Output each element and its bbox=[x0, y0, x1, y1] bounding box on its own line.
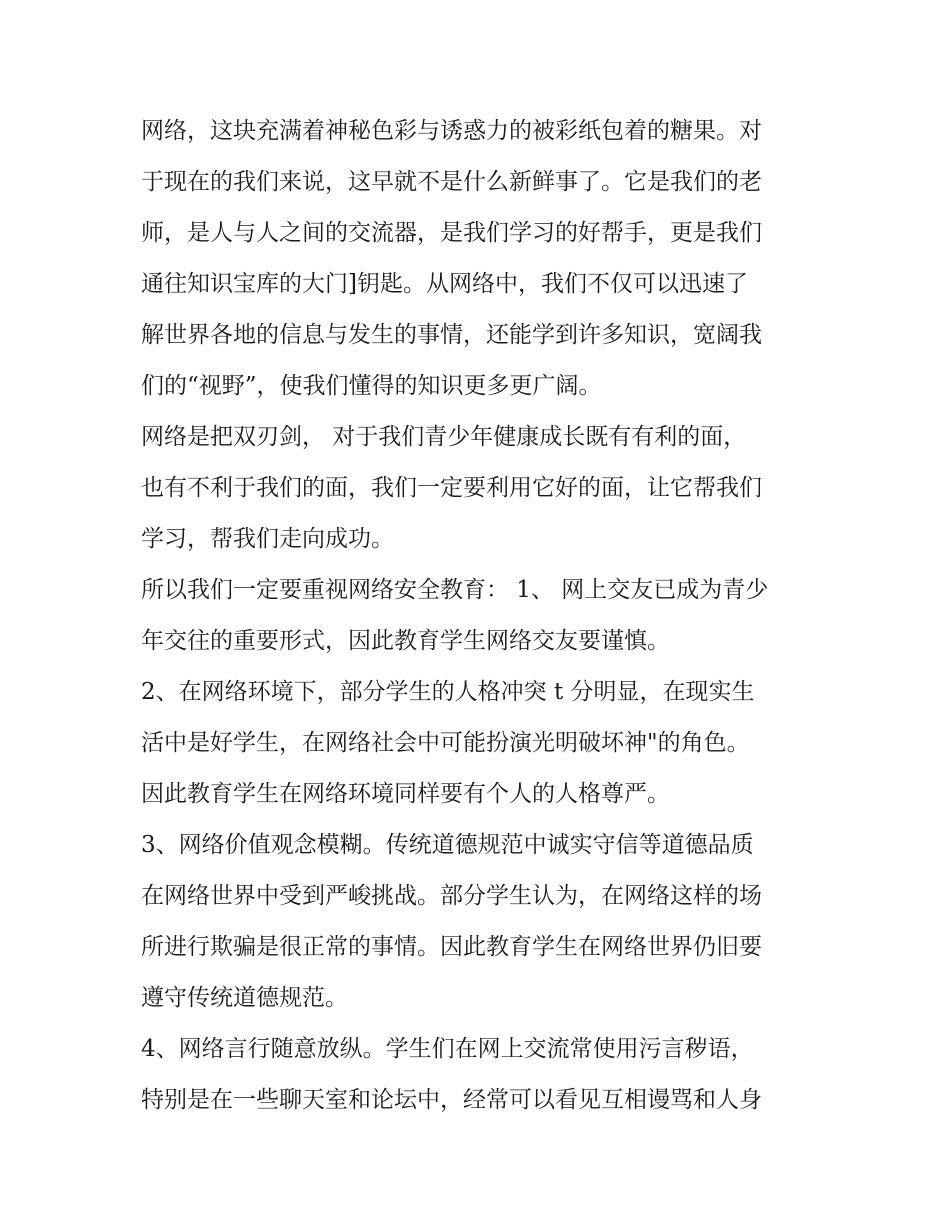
text-line: 网络，这块充满着神秘色彩与诱惑力的被彩纸包着的糖果。对 bbox=[141, 118, 762, 144]
text-line: 于现在的我们来说，这早就不是什么新鲜事了。它是我们的老 bbox=[141, 169, 762, 195]
text-line: 3、网络价值观念模糊。传统道德规范中诚实守信等道德品质 bbox=[141, 832, 754, 858]
text-line: 所以我们一定要重视网络安全教育： 1、 网上交友已成为青少 bbox=[141, 577, 769, 603]
text-line: 师，是人与人之间的交流器，是我们学习的好帮手，更是我们 bbox=[141, 220, 762, 246]
text-line: 学习，帮我们走向成功。 bbox=[141, 526, 394, 552]
text-line: 网络是把双刃剑， 对于我们青少年健康成长既有有利的面， bbox=[141, 424, 747, 450]
text-line: 们的“视野”，使我们懂得的知识更多更广阔。 bbox=[141, 373, 602, 399]
text-line: 解世界各地的信息与发生的事情，还能学到许多知识，宽阔我 bbox=[141, 322, 762, 348]
text-line: 在网络世界中受到严峻挑战。部分学生认为，在网络这样的场 bbox=[141, 883, 762, 909]
text-line: 特别是在一些聊天室和论坛中，经常可以看见互相谩骂和人身 bbox=[141, 1087, 762, 1113]
text-line: 2、在网络环境下，部分学生的人格冲突 t 分明显，在现实生 bbox=[141, 679, 755, 705]
text-line: 也有不利于我们的面，我们一定要利用它好的面，让它帮我们 bbox=[141, 475, 762, 501]
text-line: 遵守传统道德规范。 bbox=[141, 985, 348, 1011]
text-line: 年交往的重要形式，因此教育学生网络交友要谨慎。 bbox=[141, 628, 670, 654]
text-line: 活中是好学生，在网络社会中可能扮演光明破坏神"的角色。 bbox=[141, 730, 750, 756]
document-body bbox=[141, 112, 821, 1132]
text-line: 因此教育学生在网络环境同样要有个人的人格尊严。 bbox=[141, 781, 670, 807]
text-line: 通往知识宝库的大门]钥匙。从网络中，我们不仅可以迅速了 bbox=[141, 271, 748, 297]
text-line: 4、网络言行随意放纵。学生们在网上交流常使用污言秽语， bbox=[141, 1036, 754, 1062]
text-line: 所进行欺骗是很正常的事情。因此教育学生在网络世界仍旧要 bbox=[141, 934, 762, 960]
